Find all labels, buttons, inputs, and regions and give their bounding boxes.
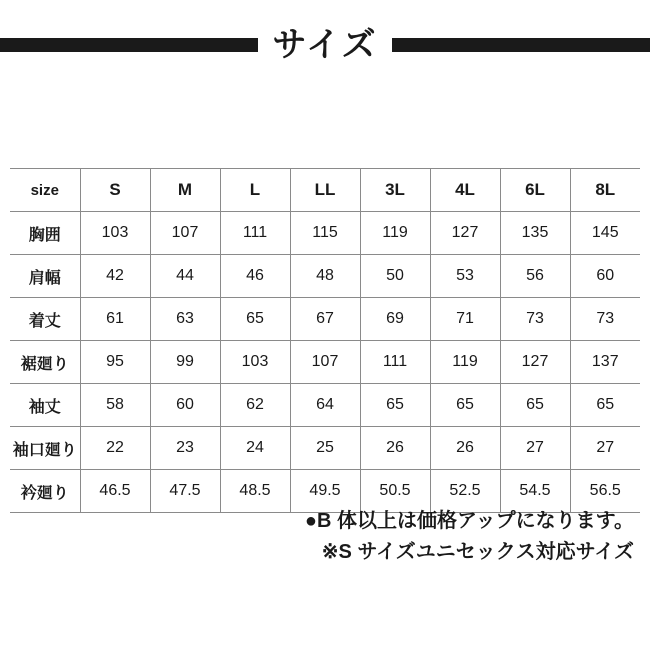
- cell-collar-s: 46.5: [80, 470, 150, 513]
- column-header-8l: 8L: [570, 169, 640, 212]
- column-header-4l: 4L: [430, 169, 500, 212]
- cell-collar-8l: 56.5: [570, 470, 640, 513]
- cell-cuff-m: 23: [150, 427, 220, 470]
- cell-shoulder-s: 42: [80, 255, 150, 298]
- cell-collar-m: 47.5: [150, 470, 220, 513]
- cell-length-l: 65: [220, 298, 290, 341]
- size-table-wrapper: [10, 168, 640, 513]
- cell-chest-ll: 115: [290, 212, 360, 255]
- table-body: [10, 212, 640, 513]
- table-header: [10, 169, 640, 212]
- table-row: [10, 384, 640, 427]
- cell-length-3l: 69: [360, 298, 430, 341]
- row-label-cuff: 袖口廻り: [10, 427, 80, 470]
- row-label-collar: 衿廻り: [10, 470, 80, 513]
- cell-shoulder-3l: 50: [360, 255, 430, 298]
- cell-collar-3l: 50.5: [360, 470, 430, 513]
- column-header-m: M: [150, 169, 220, 212]
- cell-cuff-4l: 26: [430, 427, 500, 470]
- cell-sleeve-ll: 64: [290, 384, 360, 427]
- cell-length-s: 61: [80, 298, 150, 341]
- cell-cuff-s: 22: [80, 427, 150, 470]
- row-label-sleeve: 袖丈: [10, 384, 80, 427]
- table-row: [10, 255, 640, 298]
- header-rule-left: [0, 38, 258, 52]
- row-label-shoulder: 肩幅: [10, 255, 80, 298]
- cell-hem-ll: 107: [290, 341, 360, 384]
- table-row: [10, 298, 640, 341]
- cell-hem-l: 103: [220, 341, 290, 384]
- cell-chest-6l: 135: [500, 212, 570, 255]
- column-header-ll: LL: [290, 169, 360, 212]
- column-header-s: S: [80, 169, 150, 212]
- row-label-hem: 裾廻り: [10, 341, 80, 384]
- cell-shoulder-ll: 48: [290, 255, 360, 298]
- cell-length-ll: 67: [290, 298, 360, 341]
- cell-cuff-8l: 27: [570, 427, 640, 470]
- cell-sleeve-s: 58: [80, 384, 150, 427]
- header-banner: [0, 24, 650, 66]
- cell-chest-8l: 145: [570, 212, 640, 255]
- table-row: [10, 212, 640, 255]
- cell-collar-ll: 49.5: [290, 470, 360, 513]
- table-row: [10, 341, 640, 384]
- header-rule-right: [392, 38, 650, 52]
- cell-cuff-6l: 27: [500, 427, 570, 470]
- column-header-3l: 3L: [360, 169, 430, 212]
- column-header-6l: 6L: [500, 169, 570, 212]
- cell-shoulder-m: 44: [150, 255, 220, 298]
- note-price-increase: ●B 体以上は価格アップになります。: [304, 510, 634, 532]
- notes-block: [0, 506, 634, 568]
- cell-sleeve-l: 62: [220, 384, 290, 427]
- cell-collar-l: 48.5: [220, 470, 290, 513]
- note-unisex-size: ※S サイズユニセックス対応サイズ: [321, 541, 634, 563]
- cell-collar-6l: 54.5: [500, 470, 570, 513]
- cell-sleeve-3l: 65: [360, 384, 430, 427]
- cell-collar-4l: 52.5: [430, 470, 500, 513]
- row-label-chest: 胸囲: [10, 212, 80, 255]
- table-corner-label: size: [10, 169, 80, 212]
- row-label-length: 着丈: [10, 298, 80, 341]
- cell-shoulder-l: 46: [220, 255, 290, 298]
- cell-chest-3l: 119: [360, 212, 430, 255]
- cell-cuff-3l: 26: [360, 427, 430, 470]
- cell-hem-s: 95: [80, 341, 150, 384]
- cell-hem-3l: 111: [360, 341, 430, 384]
- cell-length-6l: 73: [500, 298, 570, 341]
- cell-hem-6l: 127: [500, 341, 570, 384]
- cell-sleeve-8l: 65: [570, 384, 640, 427]
- cell-length-8l: 73: [570, 298, 640, 341]
- column-header-l: L: [220, 169, 290, 212]
- cell-cuff-ll: 25: [290, 427, 360, 470]
- cell-sleeve-m: 60: [150, 384, 220, 427]
- cell-chest-4l: 127: [430, 212, 500, 255]
- cell-hem-4l: 119: [430, 341, 500, 384]
- cell-shoulder-4l: 53: [430, 255, 500, 298]
- page-title: サイズ: [272, 26, 378, 64]
- cell-length-m: 63: [150, 298, 220, 341]
- cell-hem-m: 99: [150, 341, 220, 384]
- size-table: [10, 168, 640, 513]
- cell-shoulder-6l: 56: [500, 255, 570, 298]
- cell-chest-s: 103: [80, 212, 150, 255]
- cell-chest-m: 107: [150, 212, 220, 255]
- cell-shoulder-8l: 60: [570, 255, 640, 298]
- cell-sleeve-6l: 65: [500, 384, 570, 427]
- table-row: [10, 427, 640, 470]
- cell-hem-8l: 137: [570, 341, 640, 384]
- table-header-row: [10, 169, 640, 212]
- cell-cuff-l: 24: [220, 427, 290, 470]
- cell-sleeve-4l: 65: [430, 384, 500, 427]
- cell-length-4l: 71: [430, 298, 500, 341]
- cell-chest-l: 111: [220, 212, 290, 255]
